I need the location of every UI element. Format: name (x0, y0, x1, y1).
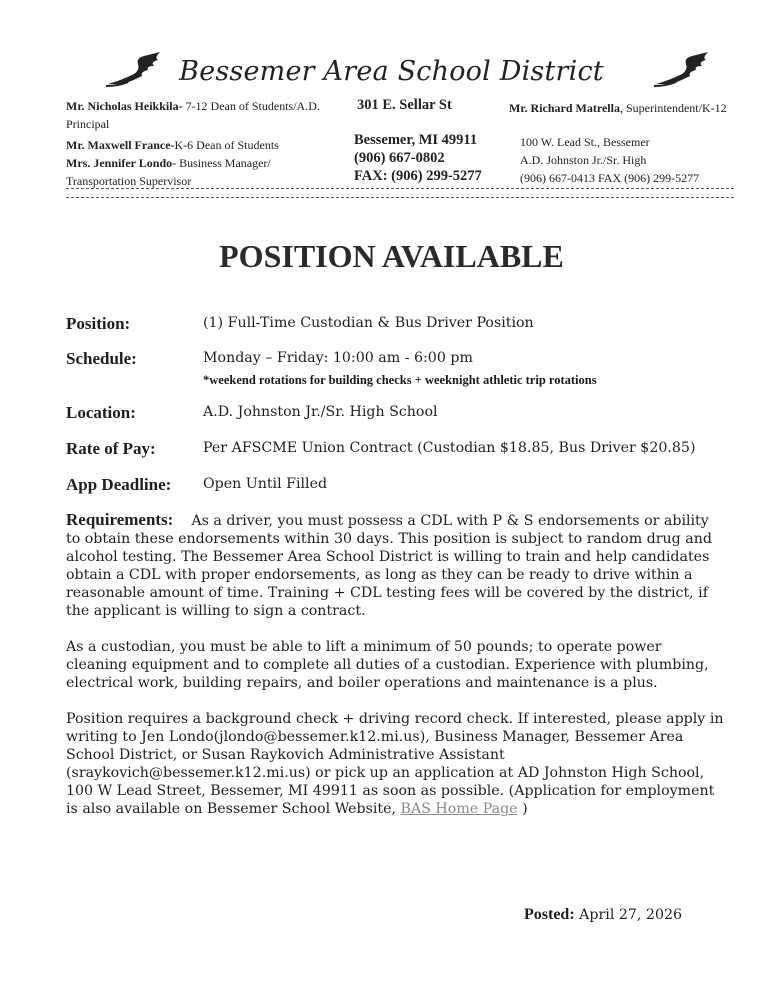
londo-name: Mrs. Jennifer Londo- (66, 156, 177, 170)
location-label: Location: (66, 403, 136, 422)
position-value: (1) Full-Time Custodian & Bus Driver Position (203, 315, 534, 331)
school-name: A.D. Johnston Jr./Sr. High (520, 153, 647, 167)
matrella-title: , Superintendent/K-12 (619, 101, 727, 115)
heikkila-title: 7-12 Dean of Students/A.D. (182, 99, 320, 113)
location-value: A.D. Johnston Jr./Sr. High School (203, 404, 438, 420)
heikkila-line (66, 97, 346, 115)
header-left-contacts (66, 97, 346, 190)
posted-label: Posted: (524, 906, 575, 923)
apply-text: Position requires a background check + driving record check. If interested, please apply in writing to Jen Londo(jlondo@bessemer.k12.mi.us), Business Manager, Bessemer Area School District, or Susan Raykovich Administrative Assistant (sraykovich@bessemer.k12.mi.us) or pick up an application at AD Johnston High School, 100 W Lead Street, Bessemer, MI 49911 as soon as possible. (Application for employment is also available on Bessemer School Website, (66, 711, 724, 817)
deadline-label: App Deadline: (66, 475, 172, 494)
france-title: K-6 Dean of Students (174, 138, 279, 152)
bas-home-page-link[interactable]: BAS Home Page (400, 801, 518, 817)
pay-label: Rate of Pay: (66, 439, 156, 458)
deadline-value: Open Until Filled (203, 476, 328, 492)
matrella-line (509, 99, 727, 117)
district-name: Bessemer Area School District (179, 56, 604, 87)
district-phone: (906) 667-0802 (354, 150, 445, 166)
heikkila-title-cont: Principal (66, 117, 110, 131)
londo-title: Business Manager/ (176, 156, 271, 170)
schedule-label: Schedule: (66, 349, 137, 368)
france-line (66, 136, 346, 154)
district-street: 301 E. Sellar St (357, 97, 452, 113)
header-divider (66, 188, 734, 198)
londo-title-cont: Transportation Supervisor (66, 174, 192, 188)
londo-line (66, 154, 346, 172)
district-city: Bessemer, MI 49911 (354, 132, 478, 148)
posted-line (524, 906, 682, 924)
position-label: Position: (66, 314, 131, 333)
requirements-paragraph (66, 511, 726, 620)
requirements-label: Requirements: (66, 510, 174, 529)
schedule-value: Monday – Friday: 10:00 am - 6:00 pm (203, 350, 473, 366)
page-title: POSITION AVAILABLE (219, 238, 564, 274)
matrella-name: Mr. Richard Matrella (509, 101, 620, 115)
district-fax: FAX: (906) 299-5277 (354, 168, 482, 184)
france-name: Mr. Maxwell France- (66, 138, 175, 152)
pay-value: Per AFSCME Union Contract (Custodian $18.85, Bus Driver $20.85) (203, 440, 696, 456)
schedule-note: *weekend rotations for building checks + weeknight athletic trip rotations (203, 373, 597, 387)
custodian-paragraph: As a custodian, you must be able to lift a minimum of 50 pounds; to operate power cleaning equipment and to complete all duties of a custodian. Experience with plumbing, electrical work, building repairs, and boiler operations and maintenance is a plus. (66, 639, 709, 691)
apply-paragraph (66, 710, 726, 818)
school-phone-fax: (906) 667-0413 FAX (906) 299-5277 (520, 171, 700, 185)
posted-date: April 27, 2026 (574, 907, 683, 923)
apply-close: ) (517, 801, 528, 817)
school-street: 100 W. Lead St., Bessemer (520, 135, 650, 149)
heikkila-name: Mr. Nicholas Heikkila- (66, 99, 183, 113)
requirements-text: As a driver, you must possess a CDL with P & S endorsements or ability to obtain these endorsements within 30 days. This position is subject to random drug and alcohol testing. The Bessemer Area School District is willing to train and help candidates obtain a CDL with proper endorsements, as long as they can be ready to drive within a reasonable amount of time. Training + CDL testing fees will be covered by the district, if the applicant is willing to sign a contract. (66, 513, 712, 619)
